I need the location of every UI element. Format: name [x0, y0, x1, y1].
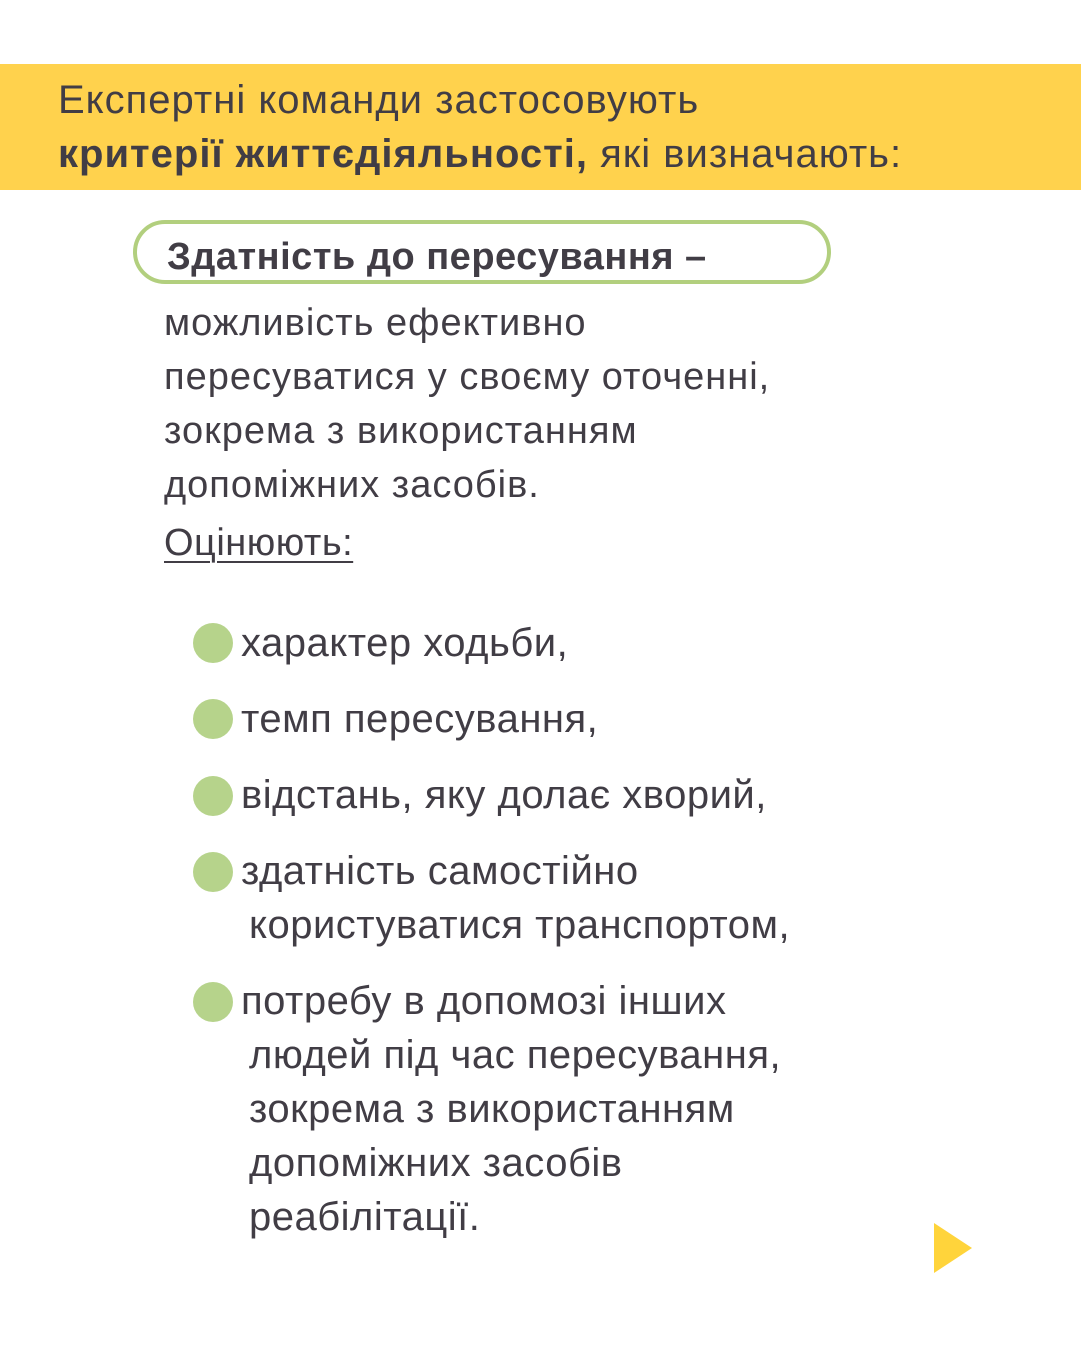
list-item-text	[241, 768, 767, 822]
description-line: можливість ефективно	[164, 302, 587, 344]
list-item-line: зокрема з використанням	[249, 1087, 735, 1131]
list-item-line: потребу в допомозі інших	[241, 979, 727, 1023]
bullet-dot-icon	[193, 852, 233, 892]
bullet-dot-icon	[193, 776, 233, 816]
bullet-dot-icon	[193, 982, 233, 1022]
header-rest-text: які визначають:	[587, 132, 903, 176]
list-item-text	[241, 616, 568, 670]
list-item-line: характер ходьби,	[241, 621, 569, 665]
list-item-line: допоміжних засобів	[249, 1141, 623, 1185]
header-line-2	[58, 134, 902, 174]
bullet-dot-icon	[193, 623, 233, 663]
list-item-line: відстань, яку долає хворий,	[241, 773, 767, 817]
list-item-line: реабілітації.	[249, 1195, 481, 1239]
next-arrow-icon[interactable]	[934, 1223, 972, 1273]
list-item-text	[241, 844, 790, 952]
list-item-text	[241, 974, 781, 1244]
description-line: зокрема з використанням	[164, 410, 638, 452]
list-item-text	[241, 692, 598, 746]
criterion-description	[164, 296, 770, 512]
header-line-1: Експертні команди застосовують	[58, 78, 700, 122]
header-bold-text: критерії життєдіяльності,	[58, 132, 588, 176]
description-line: пересуватися у своєму оточенні,	[164, 356, 771, 398]
criterion-title: Здатність до пересування –	[167, 236, 707, 278]
list-item-line: темп пересування,	[241, 697, 599, 741]
bullet-dot-icon	[193, 699, 233, 739]
list-item-line: людей під час пересування,	[249, 1033, 782, 1077]
description-line: допоміжних засобів.	[164, 464, 540, 506]
list-item-line: користуватися транспортом,	[249, 903, 791, 947]
criterion-title-pill	[133, 220, 831, 284]
evaluate-label: Оцінюють:	[164, 522, 354, 564]
list-item-line: здатність самостійно	[241, 849, 639, 893]
